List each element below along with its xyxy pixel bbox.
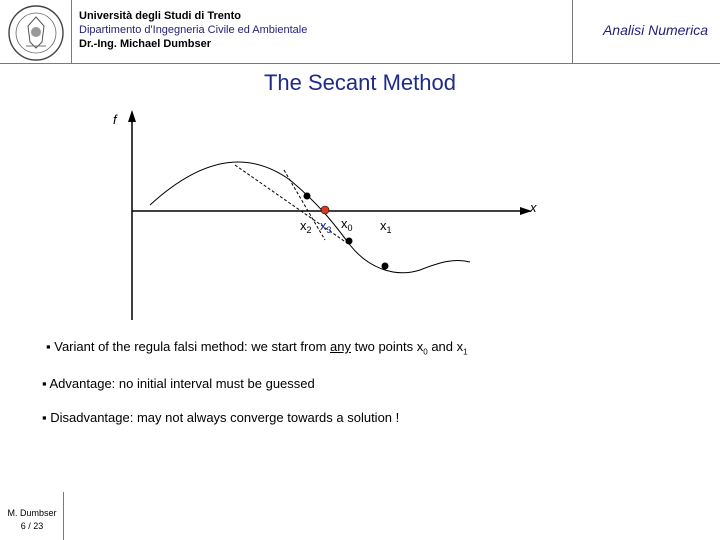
course-title: Analisi Numerica	[602, 22, 708, 38]
slide-title: The Secant Method	[263, 70, 456, 95]
point-x1	[382, 263, 389, 270]
x2-label: $x_2$	[300, 218, 312, 235]
x-axis-label: x	[530, 200, 537, 215]
department-name: Dipartimento d'Ingegneria Civile ed Ambientale	[79, 24, 308, 36]
bullet-variant: ▪ Variant of the regula falsi method: we start from any two points $x_0$ and $x_1$	[46, 339, 468, 357]
bullet-marker: ▪	[42, 376, 50, 391]
emphasis-any: any	[330, 339, 351, 354]
bullet-advantage: ▪ Advantage: no initial interval must be guessed	[42, 376, 315, 391]
bullet-marker: ▪	[46, 339, 55, 354]
x1-label: $x_1$	[380, 218, 392, 235]
y-axis-arrow	[128, 110, 136, 122]
footer-author: M. Dumbser	[7, 508, 57, 518]
author-name: Dr.-Ing. Michael Dumbser	[79, 38, 212, 50]
footer-divider	[63, 492, 64, 540]
f-axis-label: f	[113, 112, 117, 127]
point-x3-root	[321, 206, 329, 214]
university-name: Università degli Studi di Trento	[79, 10, 241, 22]
x0-label: $x_0$	[341, 216, 353, 233]
x3-label: $x_3$	[320, 218, 332, 235]
point-x2	[346, 238, 353, 245]
point-x0	[304, 193, 311, 200]
page-number: 6 / 23	[20, 521, 44, 531]
bullet-marker: ▪	[42, 410, 51, 425]
bullet-disadvantage: ▪ Disadvantage: may not always converge towards a solution !	[42, 410, 400, 425]
